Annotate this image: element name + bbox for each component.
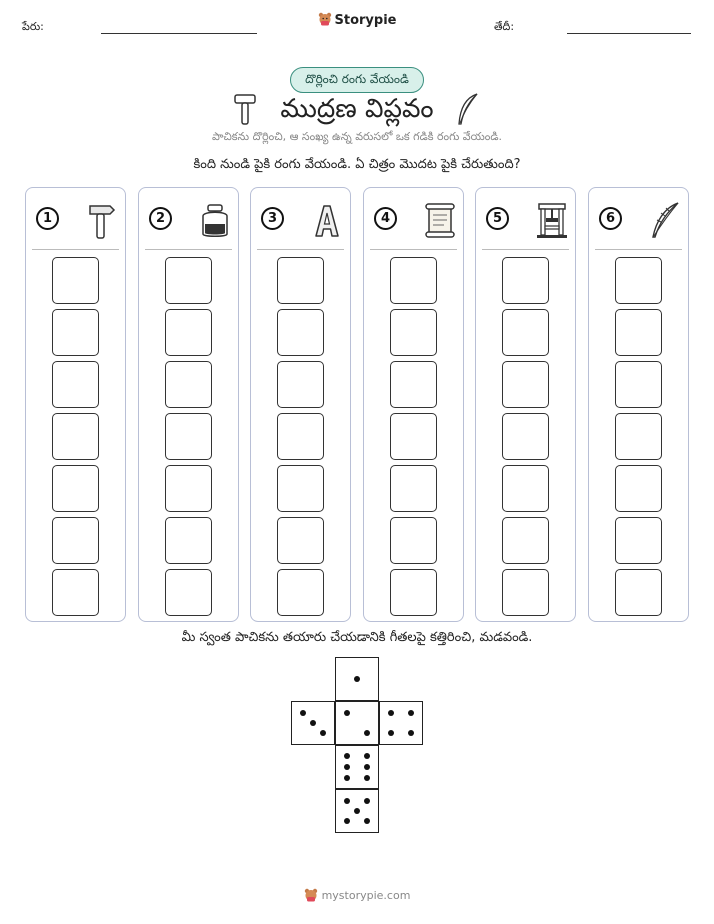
column-number: 1 xyxy=(36,207,59,230)
column-number: 6 xyxy=(599,207,622,230)
column-number: 5 xyxy=(486,207,509,230)
page-title: ముద్రణ విప్లవం xyxy=(280,94,434,124)
die-pip xyxy=(310,720,316,726)
bear-icon xyxy=(304,888,318,902)
date-label: తేదీ: xyxy=(494,20,515,33)
die-pip xyxy=(364,818,370,824)
footer xyxy=(0,888,714,902)
die-pip xyxy=(364,764,370,770)
die-pip xyxy=(344,775,350,781)
die-pip xyxy=(388,730,394,736)
column-number: 2 xyxy=(149,207,172,230)
die-pip xyxy=(408,710,414,716)
activity-badge: దొర్లించి రంగు వేయండి xyxy=(290,67,424,93)
die-pip xyxy=(364,730,370,736)
die-pip xyxy=(344,710,350,716)
die-face-5 xyxy=(335,789,379,833)
die-pip xyxy=(320,730,326,736)
brand-name: Storypie xyxy=(334,13,397,28)
die-pip xyxy=(364,753,370,759)
die-pip xyxy=(408,730,414,736)
die-pip xyxy=(344,818,350,824)
die-pip xyxy=(364,798,370,804)
die-face-2 xyxy=(335,701,379,745)
die-pip xyxy=(344,753,350,759)
column-number: 3 xyxy=(261,207,284,230)
die-face-3 xyxy=(291,701,335,745)
die-pip xyxy=(388,710,394,716)
question: కింది నుండి పైకి రంగు వేయండి. ఏ చిత్రం మొదట పైకి చేరుతుంది? xyxy=(193,157,521,172)
die-face-1 xyxy=(335,657,379,701)
footer-url[interactable]: mystorypie.com xyxy=(321,889,411,902)
die-pip xyxy=(364,775,370,781)
die-pip xyxy=(354,808,360,814)
instructions: పాచికను దొర్లించి, ఆ సంఖ్య ఉన్న వరుసలో ఒక గడికి రంగు వేయండి. xyxy=(212,130,502,143)
column-number: 4 xyxy=(374,207,397,230)
die-pip xyxy=(344,764,350,770)
die-pip xyxy=(300,710,306,716)
die-face-4 xyxy=(379,701,423,745)
cut-instruction: మీ స్వంత పాచికను తయారు చేయడానికి గీతలపై కత్తిరించి, మడవండి. xyxy=(181,630,533,645)
die-pip xyxy=(344,798,350,804)
die-pip xyxy=(354,676,360,682)
name-label: పేరు: xyxy=(22,20,44,33)
die-face-6 xyxy=(335,745,379,789)
